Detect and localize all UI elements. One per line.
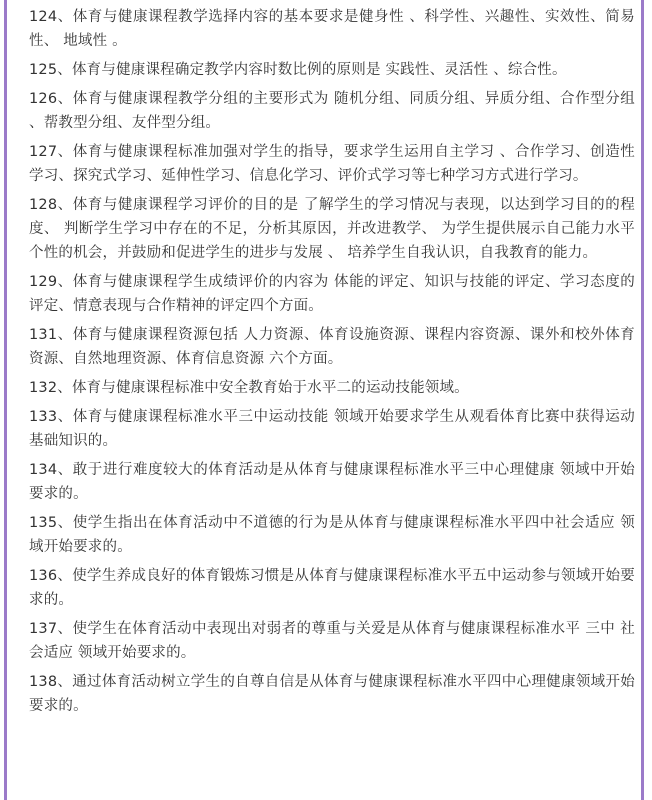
list-item: 132、体育与健康课程标准中安全教育始于水平二的运动技能领域。: [29, 380, 469, 396]
document-body: [29, 0, 635, 723]
page-frame: [4, 0, 644, 800]
list-item: 133、体育与健康课程标准水平三中运动技能 领域开始要求学生从观看体育比赛中获得运动基础知识的。: [29, 409, 635, 449]
list-item: 138、通过体育活动树立学生的自尊自信是从体育与健康课程标准水平四中心理健康领域开始要求的。: [29, 674, 635, 714]
list-item: 128、体育与健康课程学习评价的目的是 了解学生的学习情况与表现，以达到学习目的的程度、 判断学生学习中存在的不足，分析其原因，并改进教学、 为学生提供展示自己能力水平个性的机会，并鼓励和促进学生的进步与发展 、 培养学生自我认识，自我教育的能力。: [29, 197, 635, 261]
list-item: 134、敢于进行难度较大的体育活动是从体育与健康课程标准水平三中心理健康 领域中开始要求的。: [29, 462, 635, 502]
list-item: 129、体育与健康课程学生成绩评价的内容为 体能的评定、知识与技能的评定、学习态度的评定、情意表现与合作精神的评定四个方面。: [29, 274, 635, 314]
list-item: 135、使学生指出在体育活动中不道德的行为是从体育与健康课程标准水平四中社会适应 领域开始要求的。: [29, 515, 635, 555]
list-item: 127、体育与健康课程标准加强对学生的指导，要求学生运用自主学习 、合作学习、创造性学习、探究式学习、延伸性学习、信息化学习、评价式学习等七种学习方式进行学习。: [29, 144, 635, 184]
list-item: 124、体育与健康课程教学选择内容的基本要求是健身性 、科学性、兴趣性、实效性、简易性、 地域性 。: [29, 9, 635, 49]
list-item: 137、使学生在体育活动中表现出对弱者的尊重与关爱是从体育与健康课程标准水平 三中 社会适应 领域开始要求的。: [29, 621, 635, 661]
list-item: 136、使学生养成良好的体育锻炼习惯是从体育与健康课程标准水平五中运动参与领域开始要求的。: [29, 568, 635, 608]
list-item: 125、体育与健康课程确定教学内容时数比例的原则是 实践性、灵活性 、综合性。: [29, 62, 567, 78]
list-item: 126、体育与健康课程教学分组的主要形式为 随机分组、同质分组、异质分组、合作型分组 、帮教型分组、友伴型分组。: [29, 91, 635, 131]
list-item: 131、体育与健康课程资源包括 人力资源、体育设施资源、课程内容资源、课外和校外体育资源、自然地理资源、体育信息资源 六个方面。: [29, 327, 635, 367]
